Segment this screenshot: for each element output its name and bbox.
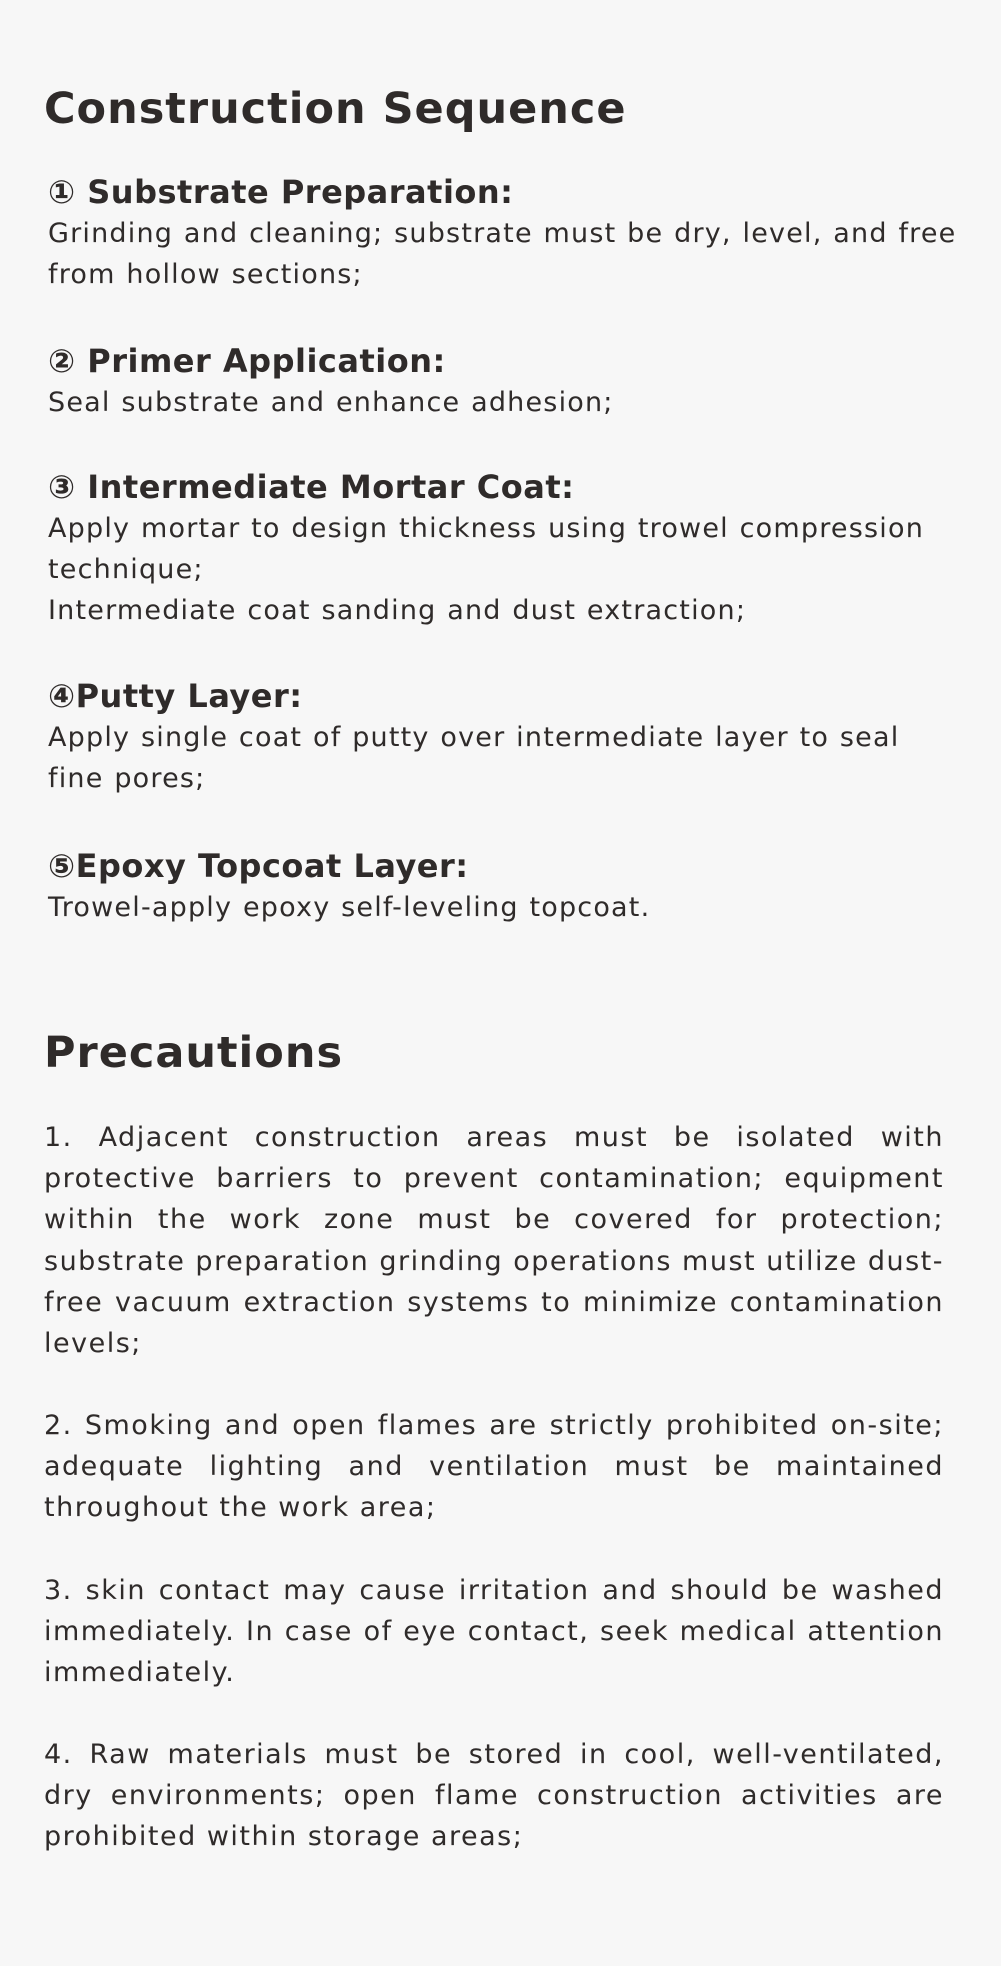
step-intermediate-mortar-coat — [48, 466, 948, 631]
step-primer-application — [48, 340, 948, 423]
step-text-line: from hollow sections; — [48, 259, 363, 290]
step-text-line: fine pores; — [48, 763, 206, 794]
step-text-line: Trowel-apply epoxy self-leveling topcoat. — [48, 892, 651, 923]
precaution-item-3: 3. skin contact may cause irritation and should be washed immediately. In case of eye contact, seek medical attention immediately. — [44, 1575, 944, 1689]
step-text-line: Seal substrate and enhance adhesion; — [48, 387, 614, 418]
construction-sequence-title: Construction Sequence — [44, 84, 627, 134]
step-text-line: Intermediate coat sanding and dust extraction; — [48, 595, 747, 626]
step-text-line: Grinding and cleaning; substrate must be dry, level, and free — [48, 218, 957, 249]
step-epoxy-topcoat-layer — [48, 845, 948, 928]
step-heading: ⑤Epoxy Topcoat Layer: — [48, 847, 469, 885]
step-substrate-preparation — [48, 171, 957, 295]
precaution-item-2: 2. Smoking and open flames are strictly prohibited on-site; adequate lighting and ventilation must be maintained throughout the work area; — [44, 1410, 944, 1524]
step-heading: ③ Intermediate Mortar Coat: — [48, 468, 575, 506]
step-putty-layer — [48, 675, 948, 799]
step-text-line: technique; — [48, 554, 204, 585]
precaution-item-1: 1. Adjacent construction areas must be isolated with protective barriers to prevent contamination; equipment within the work zone must be covered for protection; substrate preparation grinding operations must utilize dust-free vacuum extraction systems to minimize contamination levels; — [44, 1122, 944, 1360]
step-text-line: Apply single coat of putty over intermediate layer to seal — [48, 722, 900, 753]
step-heading: ④Putty Layer: — [48, 677, 303, 715]
precaution-item-4: 4. Raw materials must be stored in cool, well-ventilated, dry environments; open flame construction activities are prohibited within storage areas; — [44, 1739, 944, 1853]
step-heading: ② Primer Application: — [48, 342, 446, 380]
step-heading: ① Substrate Preparation: — [48, 173, 514, 211]
precautions-title: Precautions — [44, 1028, 344, 1078]
step-text-line: Apply mortar to design thickness using trowel compression — [48, 513, 924, 544]
